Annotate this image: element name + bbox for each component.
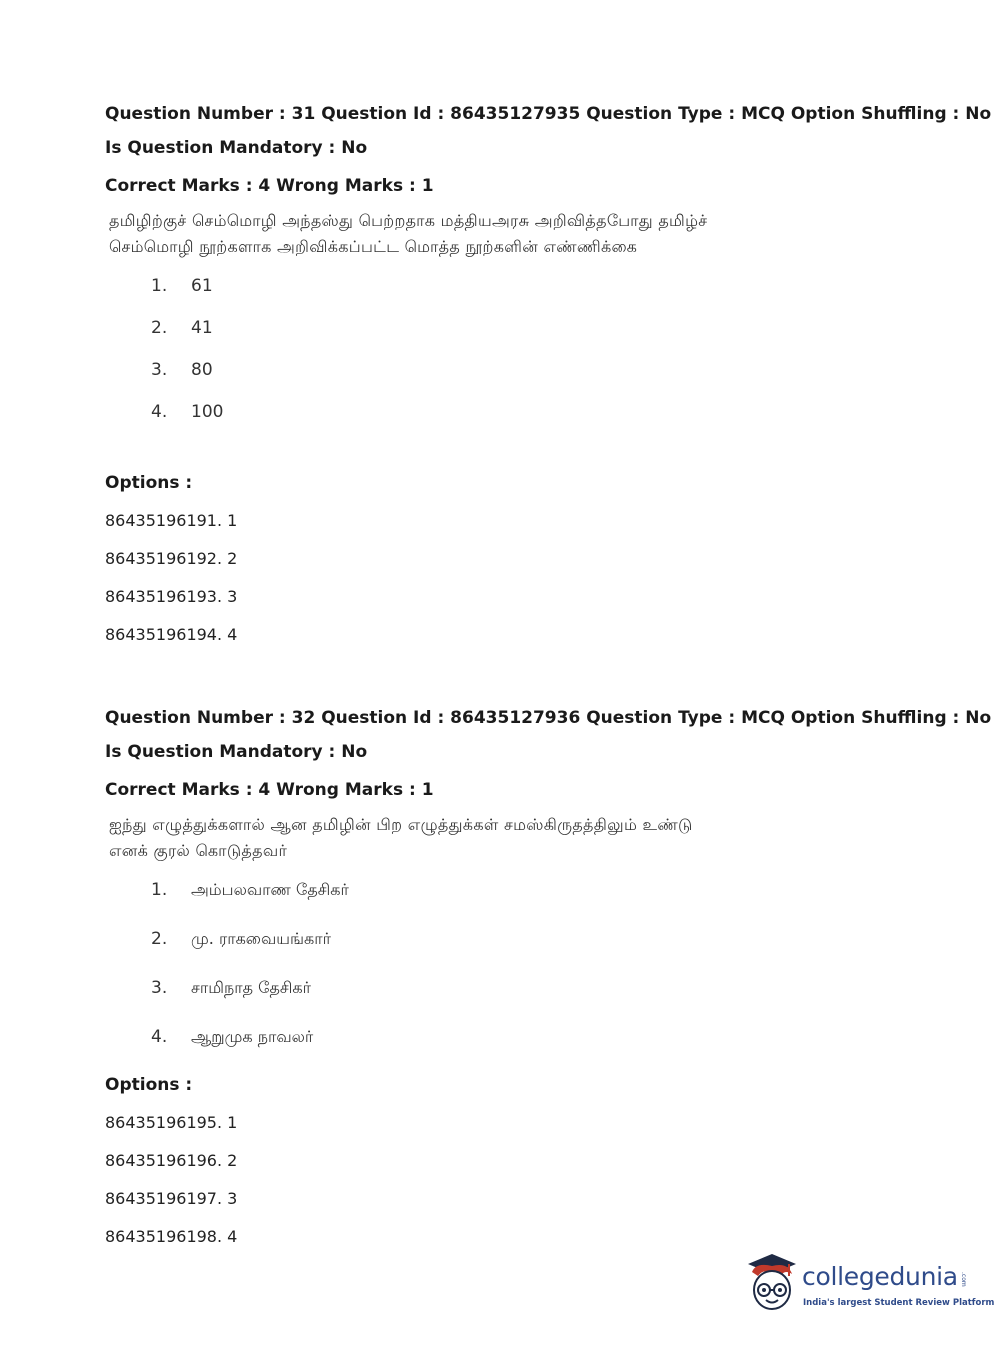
- question-marks: Correct Marks : 4 Wrong Marks : 1: [105, 176, 434, 196]
- question-stem: ஐந்து எழுத்துக்களால் ஆன தமிழின் பிற எழுத்துக்கள் சமஸ்கிருதத்திலும் உண்டு எனக் குரல் கொடுத்தவர்: [109, 815, 693, 860]
- option-item: 86435196196. 2: [105, 1151, 238, 1170]
- choice-item: 4. 100: [151, 402, 224, 422]
- question-32: [105, 708, 992, 1076]
- question-mandatory: Is Question Mandatory : No: [105, 742, 368, 762]
- option-item: 86435196191. 1: [105, 511, 238, 530]
- options-list: [105, 511, 237, 663]
- question-header: Question Number : 31 Question Id : 86435127935 Question Type : MCQ Option Shuffling : No: [105, 104, 992, 124]
- question-31: [105, 104, 992, 444]
- choice-list: [105, 880, 905, 1076]
- option-item: 86435196192. 2: [105, 549, 238, 568]
- option-item: 86435196197. 3: [105, 1189, 238, 1208]
- choice-list: [105, 276, 905, 444]
- choice-item: 1. அம்பலவாண தேசிகர்: [151, 880, 349, 900]
- question-header: Question Number : 32 Question Id : 86435127936 Question Type : MCQ Option Shuffling : No: [105, 708, 992, 728]
- choice-item: 2. 41: [151, 318, 213, 338]
- collegedunia-logo: [742, 1250, 995, 1320]
- option-item: 86435196198. 4: [105, 1227, 238, 1246]
- option-item: 86435196195. 1: [105, 1113, 238, 1132]
- question-stem: தமிழிற்குச் செம்மொழி அந்தஸ்து பெற்றதாக மத்தியஅரசு அறிவித்தபோது தமிழ்ச் செம்மொழி நூற்களாக அறிவிக்கப்பட்ட மொத்த நூற்களின் எண்ணிக்கை: [109, 211, 708, 256]
- choice-item: 1. 61: [151, 276, 213, 296]
- student-mascot-icon: [742, 1250, 802, 1320]
- option-item: 86435196193. 3: [105, 587, 238, 606]
- choice-item: 2. மு. ராகவையங்கார்: [151, 929, 331, 949]
- logo-suffix: .com: [960, 1272, 967, 1287]
- choice-item: 3. சாமிநாத தேசிகர்: [151, 978, 312, 998]
- question-mandatory: Is Question Mandatory : No: [105, 138, 368, 158]
- question-marks: Correct Marks : 4 Wrong Marks : 1: [105, 780, 434, 800]
- options-label: Options :: [105, 1075, 193, 1095]
- option-item: 86435196194. 4: [105, 625, 238, 644]
- options-label: Options :: [105, 473, 193, 493]
- logo-tagline: India's largest Student Review Platform: [803, 1298, 995, 1308]
- choice-item: 3. 80: [151, 360, 213, 380]
- logo-name: collegedunia: [802, 1262, 958, 1291]
- choice-item: 4. ஆறுமுக நாவலர்: [151, 1027, 314, 1047]
- options-list: [105, 1113, 237, 1265]
